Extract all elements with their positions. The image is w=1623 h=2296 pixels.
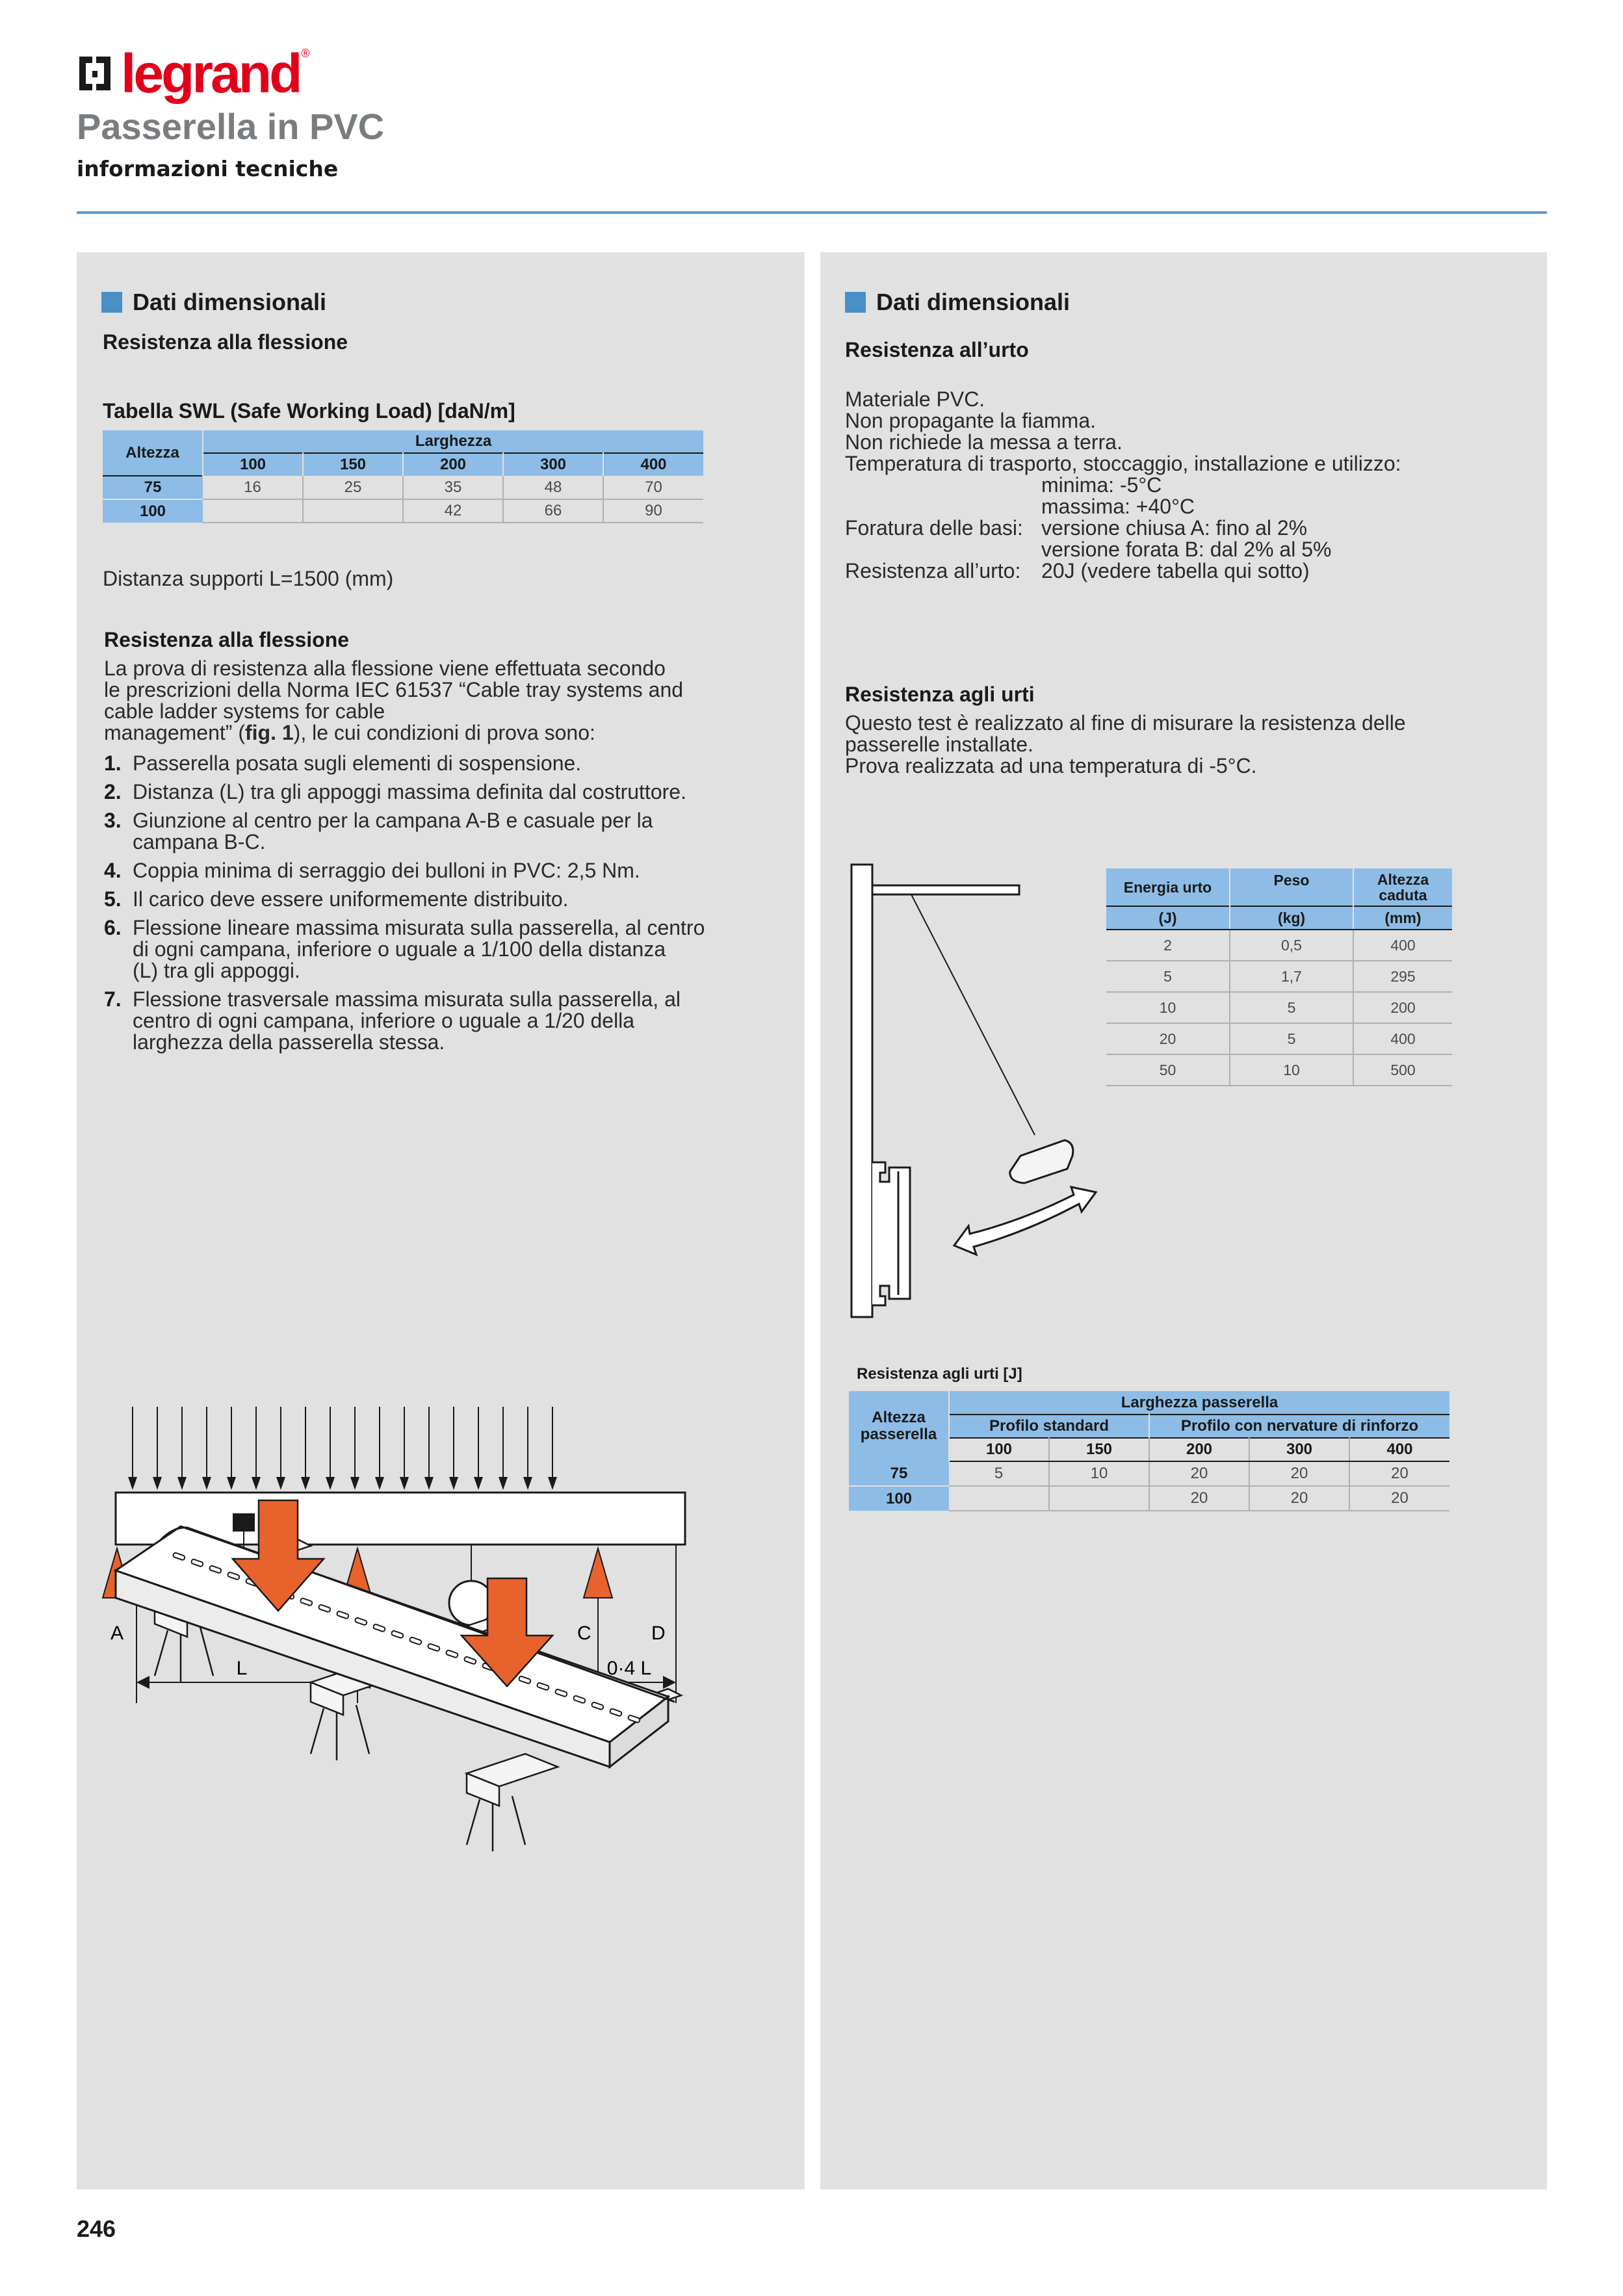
header-divider [77, 211, 1547, 214]
left-section-subtitle: Resistenza alla flessione [103, 330, 348, 354]
list-item: 4. Coppia minima di serraggio dei bulloni in PVC: 2,5 Nm. [104, 859, 640, 882]
legrand-logo: legrand ® [77, 47, 310, 100]
swl-table-title: Tabella SWL (Safe Working Load) [daN/m] [103, 399, 515, 423]
swl-row-header: Altezza [103, 430, 203, 476]
table-row: 100 42 66 90 [103, 499, 703, 523]
left-panel [77, 252, 805, 2189]
shock-table-title: Resistenza agli urti [J] [857, 1365, 1022, 1383]
swl-col-header: 100 [203, 453, 303, 476]
table-row: 2 0,5 400 [1106, 930, 1452, 961]
table-row: 5 1,7 295 [1106, 961, 1452, 992]
table-row: 10 5 200 [1106, 992, 1452, 1023]
swl-col-header: 300 [503, 453, 603, 476]
right-section-heading: Dati dimensionali [845, 289, 1070, 316]
reinforced-profile-header: Profilo con nervature di rinforzo [1149, 1415, 1449, 1438]
standard-profile-header: Profilo standard [949, 1415, 1149, 1438]
pendulum-impact-illustration [840, 857, 1152, 1325]
distributed-load-arrows [128, 1407, 557, 1490]
energy-col-header: Energia urto [1106, 868, 1230, 906]
page-subtitle: informazioni tecniche [77, 156, 339, 181]
list-item: 1. Passerella posata sugli elementi di sospensione. [104, 751, 582, 775]
legrand-mark-icon [77, 54, 113, 93]
list-item: 2. Distanza (L) tra gli appoggi massima definita dal costruttore. [104, 780, 686, 803]
section-marker-icon [101, 292, 122, 313]
conditions-list [104, 753, 793, 1060]
table-row: 75 5 10 20 20 20 [849, 1461, 1449, 1486]
impact-energy-table: Energia urto Peso Altezza caduta (J) (kg) (mm) 2 0,5 400 5 1,7 295 10 5 200 20 5 400 50 10 500 [1106, 868, 1452, 1086]
brand-wordmark: legrand [121, 43, 300, 104]
table-row: 20 5 400 [1106, 1023, 1452, 1054]
swl-col-header: 200 [403, 453, 503, 476]
shock-heading: Resistenza agli urti [845, 683, 1035, 706]
shock-group-header: Larghezza passerella [949, 1391, 1449, 1415]
swl-col-header: 150 [303, 453, 403, 476]
list-item: 5. Il carico deve essere uniformemente distribuito. [104, 887, 569, 911]
flex-heading: Resistenza alla flessione [104, 628, 350, 651]
list-item: 3. Giunzione al centro per la campana A-B e casuale per la campana B-C. [104, 809, 653, 854]
page-number: 246 [77, 2215, 116, 2242]
support-distance: Distanza supporti L=1500 (mm) [103, 567, 394, 590]
swl-col-header: 400 [603, 453, 703, 476]
page-title: Passerella in PVC [77, 106, 385, 147]
swl-group-header: Larghezza [203, 430, 703, 453]
label-l3: 0·4 L [606, 1658, 652, 1679]
right-panel [820, 252, 1547, 2189]
tray-load-illustration [77, 1487, 805, 1955]
shock-description: Questo test è realizzato al fine di misurare la resistenza delle passerelle installate. Prova realizzata ad una temperatura di -5°C. [845, 711, 1406, 777]
table-row: 50 10 500 [1106, 1054, 1452, 1086]
table-row: 100 20 20 20 [849, 1486, 1449, 1511]
section-marker-icon [845, 292, 866, 313]
swl-table [103, 430, 703, 523]
list-item: 7. Flessione trasversale massima misurata sulla passerella, al centro di ogni campana, inferiore o uguale a 1/20 della larghezza della passerella stessa. [104, 987, 681, 1054]
swing-arrow-icon [954, 1187, 1096, 1255]
height-col-header: Altezza caduta [1353, 868, 1452, 906]
label-a: A [110, 1623, 124, 1644]
fig-reference: fig. 1 [244, 721, 294, 744]
impact-heading: Resistenza all’urto [845, 338, 1029, 361]
left-section-heading: Dati dimensionali [101, 289, 326, 316]
weight-col-header: Peso [1230, 868, 1353, 906]
list-item: 6. Flessione lineare massima misurata sulla passerella, al centro di ogni campana, inferiore o uguale a 1/100 della distanza (L) tra gli appoggi. [104, 916, 705, 982]
table-row: 75 16 25 35 48 70 [103, 476, 703, 499]
shock-resistance-table: Altezza passerella Larghezza passerella Profilo standard Profilo con nervature di rinforzo 100 150 200 300 400 75 5 10 20 20 20 100 20 20 20 [849, 1391, 1449, 1511]
label-l1: L [236, 1658, 248, 1679]
flex-intro: La prova di resistenza alla flessione viene effettuata secondo le prescrizioni della Norma IEC 61537 “Cable tray systems and cable ladder systems for cable management” (fig. 1), le cui condizioni di prova sono: [104, 657, 684, 744]
material-specs: Materiale PVC. Non propagante la fiamma. Non richiede la messa a terra. Temperatura di trasporto, stoccaggio, installazione e utilizzo: minima: -5°C massima: +40°C Foratura delle basi: versione chiusa A: fino al 2% versione forata B: dal 2% al 5% Resistenza all’urto: 20J (vedere tabella qui sotto) [845, 387, 1401, 582]
label-d: D [651, 1623, 666, 1644]
label-c: C [577, 1623, 591, 1644]
shock-row-header: Altezza passerella [849, 1391, 949, 1461]
